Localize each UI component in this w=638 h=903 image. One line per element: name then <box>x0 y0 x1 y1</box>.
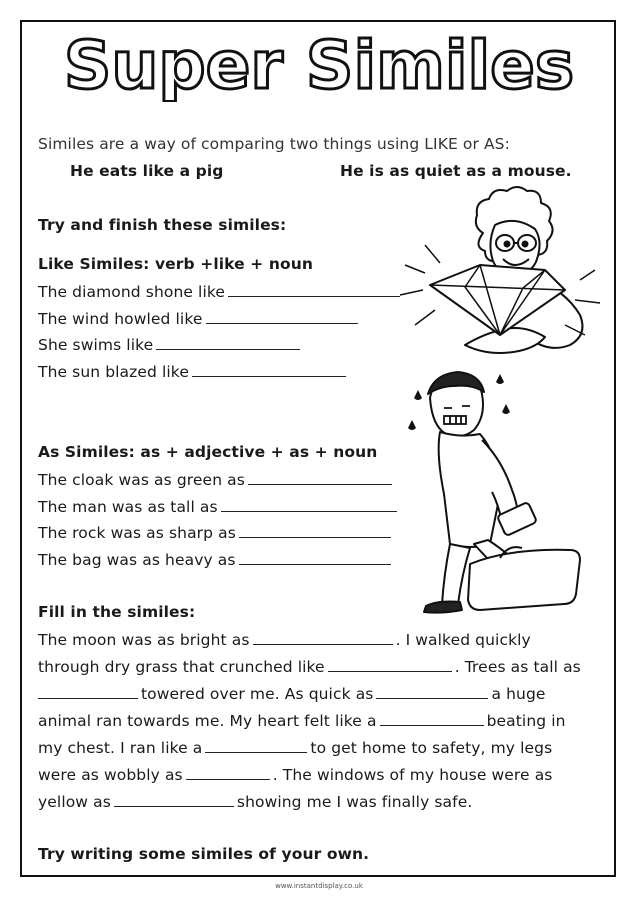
paragraph-line: were as wobbly as . The windows of my house were as <box>38 766 553 784</box>
paragraph-line: yellow as showing me I was finally safe. <box>38 793 473 811</box>
like-heading: Like Similes: verb +like + noun <box>38 255 313 273</box>
as-heading: As Similes: as + adjective + as + noun <box>38 443 378 461</box>
answer-blank[interactable] <box>192 362 346 377</box>
example-as: He is as quiet as a mouse. <box>340 162 572 180</box>
answer-blank[interactable] <box>186 765 270 780</box>
try-heading: Try and finish these similes: <box>38 216 287 234</box>
answer-blank[interactable] <box>114 792 234 807</box>
answer-blank[interactable] <box>239 523 391 538</box>
answer-blank[interactable] <box>228 282 400 297</box>
man-carrying-heavy-bag-icon <box>400 368 590 618</box>
answer-blank[interactable] <box>328 657 452 672</box>
like-item: The diamond shone like <box>38 282 403 301</box>
answer-blank[interactable] <box>205 738 307 753</box>
paragraph-line: through dry grass that crunched like . Trees as tall as <box>38 658 581 676</box>
answer-blank[interactable] <box>206 309 358 324</box>
paragraph-line: my chest. I ran like a to get home to safety, my legs <box>38 739 553 757</box>
intro-text: Similes are a way of comparing two things using LIKE or AS: <box>38 135 510 153</box>
answer-blank[interactable] <box>38 684 138 699</box>
answer-blank[interactable] <box>221 497 397 512</box>
own-similes-prompt: Try writing some similes of your own. <box>38 845 370 863</box>
answer-blank[interactable] <box>248 470 392 485</box>
answer-blank[interactable] <box>239 550 391 565</box>
like-item: She swims like <box>38 335 303 354</box>
paragraph-line: towered over me. As quick as a huge <box>38 684 546 703</box>
paragraph-line: animal ran towards me. My heart felt like a beating in <box>38 712 566 730</box>
as-item: The cloak was as green as <box>38 470 395 489</box>
as-item: The bag was as heavy as <box>38 550 394 569</box>
woman-holding-diamond-icon <box>395 185 605 375</box>
paragraph-line: The moon was as bright as . I walked quickly <box>38 631 531 649</box>
like-item: The wind howled like <box>38 309 361 328</box>
example-like: He eats like a pig <box>70 162 224 180</box>
worksheet-title <box>0 18 638 102</box>
answer-blank[interactable] <box>156 335 300 350</box>
title-text: Super Similes <box>63 27 575 102</box>
answer-blank[interactable] <box>253 630 393 645</box>
as-item: The rock was as sharp as <box>38 523 394 542</box>
footer-url: www.instantdisplay.co.uk <box>275 882 363 890</box>
fill-heading: Fill in the similes: <box>38 603 196 621</box>
answer-blank[interactable] <box>376 684 488 699</box>
like-item: The sun blazed like <box>38 362 349 381</box>
as-item: The man was as tall as <box>38 497 400 516</box>
answer-blank[interactable] <box>380 711 484 726</box>
